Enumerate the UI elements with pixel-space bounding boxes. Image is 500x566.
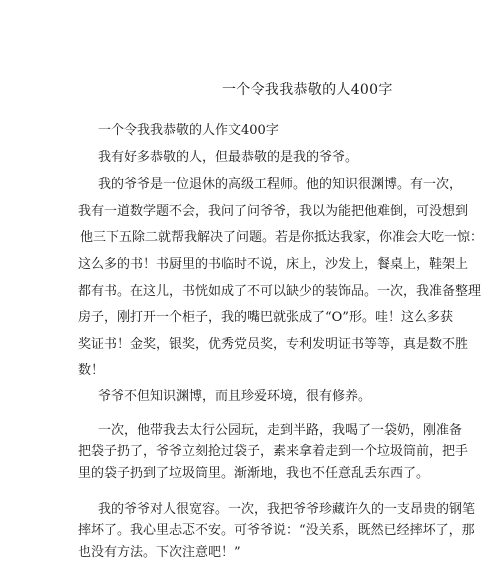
paragraph-line: 爷爷不但知识渊博，而且珍爱环境，很有修养。: [98, 389, 372, 404]
paragraph-line: 他三下五除二就帮我解决了问题。若是你抵达我家，你准会大吃一惊：: [80, 230, 484, 245]
paragraph-line: 把袋子扔了，爷爷立刻抢过袋子，素来拿着走到一个垃圾筒前，把手: [78, 444, 469, 459]
paragraph-line: 摔坏了。我心里忐忑不安。可爷爷说：“没关系，既然已经摔坏了，那: [78, 523, 475, 538]
paragraph-line: 这么多的书！书厨里的书临时不说，床上，沙发上，餐桌上，鞋架上: [78, 257, 469, 272]
paragraph-line: 我的爷爷对人很宽容。一次，我把爷爷珍藏许久的一支昂贵的钢笔: [98, 502, 476, 517]
paragraph-line: 也没有方法。下次注意吧！”: [78, 545, 241, 560]
paragraph-line: 房子，刚打开一个柜子，我的嘴巴就张成了“O”形。哇！这么多获: [78, 310, 453, 325]
paragraph-line: 奖证书！金奖，银奖，优秀党员奖，专利发明证书等等，真是数不胜: [78, 337, 469, 352]
paragraph-line: 我有好多恭敬的人，但最恭敬的是我的爷爷。: [98, 150, 359, 165]
paragraph-line: 都有书。在这儿，书恍如成了不可以缺少的装饰品。一次，我准备整理: [78, 284, 482, 299]
article-heading: 一个令我我恭敬的人作文400字: [98, 123, 279, 138]
paragraph-line: 里的袋子扔到了垃圾筒里。渐渐地，我也不任意乱丢东西了。: [78, 466, 430, 481]
paragraph-line: 数！: [78, 363, 105, 378]
paragraph-line: 一次，他带我去太行公园玩，走到半路，我喝了一袋奶，刚准备: [98, 423, 463, 438]
paragraph-line: 我有一道数学题不会，我问了问爷爷，我以为能把他难倒，可没想到: [78, 204, 469, 219]
document-title: 一个令我我恭敬的人400字: [222, 82, 393, 98]
paragraph-line: 我的爷爷是一位退休的高级工程师。他的知识很渊博。有一次，: [98, 177, 463, 192]
